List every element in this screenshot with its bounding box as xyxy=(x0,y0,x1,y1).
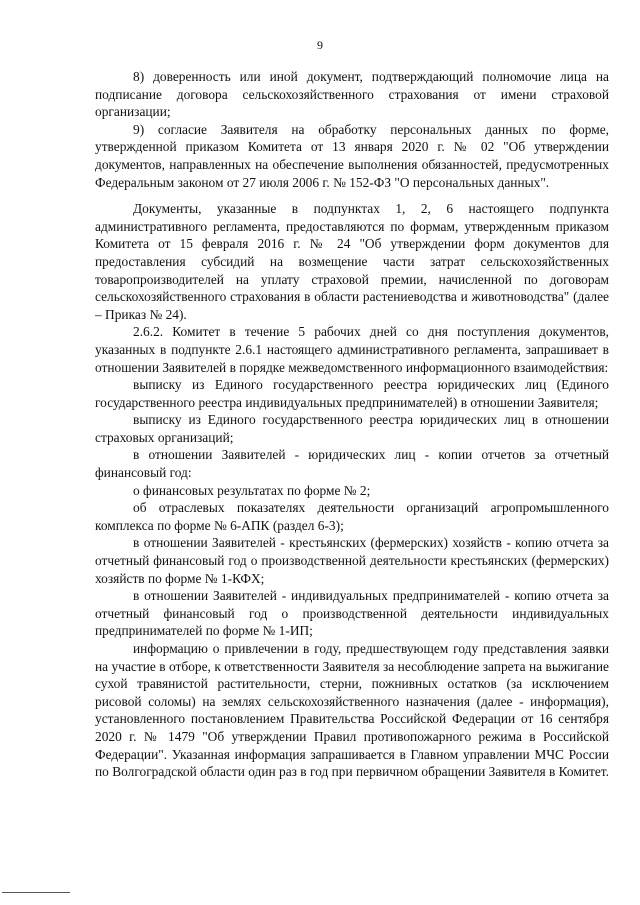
paragraph-form-6-apk: об отраслевых показателях деятельности организаций агропромышленного комплекса по форме № 6-АПК (раздел 6-3); xyxy=(95,500,609,533)
document-body xyxy=(95,68,609,781)
page-number: 9 xyxy=(317,38,323,52)
paragraph-item-9: 9) согласие Заявителя на обработку персональных данных по форме, утвержденной приказом Комитета от 13 января 2020 г. № 02 "Об утверждении документов, направленных на обеспечение выполнения обязанностей, предусмотренных Федеральным законом от 27 июля 2006 г. № 152-ФЗ "О персональных данных". xyxy=(95,121,609,190)
paragraph-fire-safety-info: информацию о привлечении в году, предшествующем году представления заявки на участие в отборе, к ответственности Заявителя за несоблюдение запрета на выжигание сухой травянистой растительности, стерни, пожнивных остатков (за исключением рисовой соломы) на землях сельскохозяйственного назначения (далее - информация), установленного постановлением Правительства Российской Федерации от 16 сентября 2020 г. № 1479 "Об утверждении Правил противопожарного режима в Российской Федерации". Указанная информация запрашивается в Главном управлении МЧС России по Волгоградской области один раз в год при первичном обращении Заявителя в Комитет. xyxy=(95,641,609,780)
paragraph-2-6-2: 2.6.2. Комитет в течение 5 рабочих дней со дня поступления документов, указанных в подпункте 2.6.1 настоящего административного регламента, запрашивает в отношении Заявителей в порядке межведомственного информационного взаимодействия: xyxy=(95,324,609,375)
paragraph-form-1-ip: в отношении Заявителей - индивидуальных предпринимателей - копию отчета за отчетный финансовый год о производственной деятельности индивидуальных предпринимателей по форме № 1-ИП; xyxy=(95,588,609,639)
paragraph-item-8: 8) доверенность или иной документ, подтверждающий полномочие лица на подписание договора сельскохозяйственного страхования от имени страховой организации; xyxy=(95,69,609,120)
paragraph-egrul-extract-applicant: выписку из Единого государственного реестра юридических лиц (Единого государственного реестра индивидуальных предпринимателей) в отношении Заявителя; xyxy=(95,377,609,410)
paragraph-legal-entities-reports: в отношении Заявителей - юридических лиц - копии отчетов за отчетный финансовый год: xyxy=(95,447,609,481)
paragraph-form-2: о финансовых результатах по форме № 2; xyxy=(133,482,371,498)
paragraph-egrul-extract-insurers: выписку из Единого государственного реестра юридических лиц в отношении страховых организаций; xyxy=(95,412,609,445)
paragraph-form-1-kfh: в отношении Заявителей - крестьянских (фермерских) хозяйств - копию отчета за отчетный финансовый год о производственной деятельности крестьянских (фермерских) хозяйств по форме № 1-КФХ; xyxy=(95,535,609,586)
paragraph-documents-forms: Документы, указанные в подпунктах 1, 2, 6 настоящего подпункта административного регламента, предоставляются по формам, утвержденным приказом Комитета от 15 февраля 2016 г. № 24 "Об утверждении форм документов для предоставления субсидий на возмещение части затрат сельскохозяйственных товаропроизводителей на уплату страховой премии, начисленной по договорам сельскохозяйственного страхования в области растениеводства и животноводства" (далее – Приказ № 24). xyxy=(95,201,609,322)
footer-divider xyxy=(2,892,70,893)
